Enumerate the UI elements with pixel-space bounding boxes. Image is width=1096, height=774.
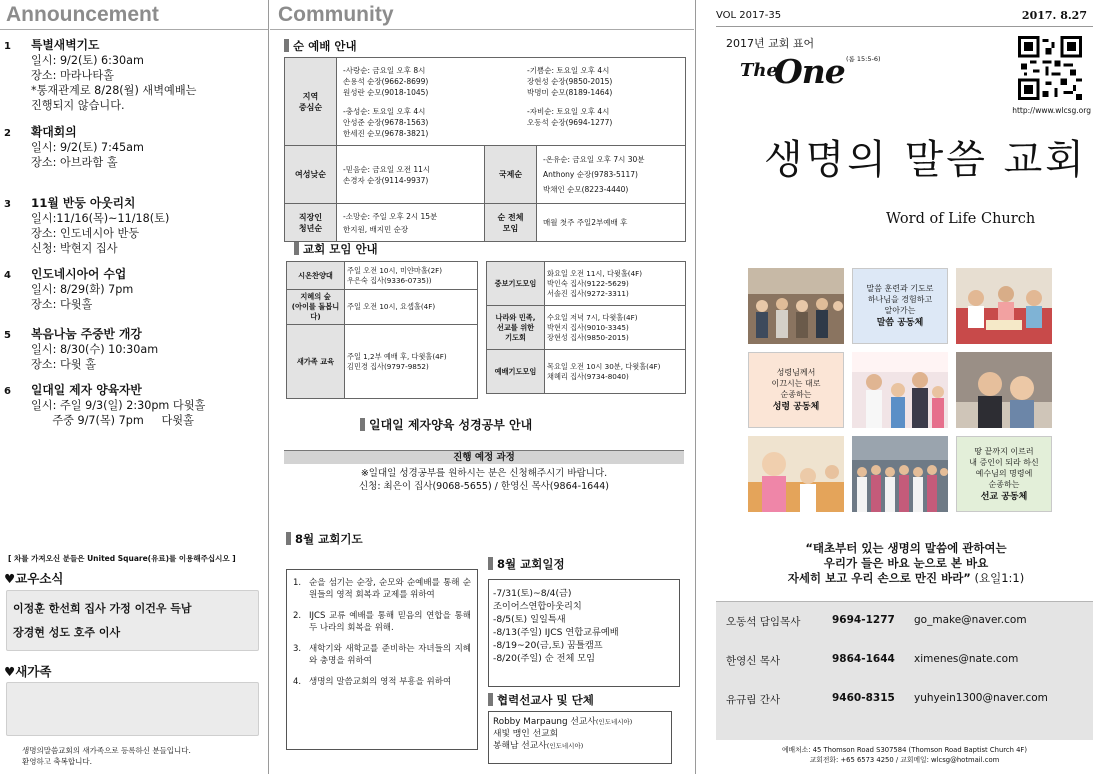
- announcement-number: 4: [4, 270, 11, 281]
- meet-label: 지혜의 숲 (아이를 돌봅니다): [287, 290, 345, 325]
- tile-line: 성령님께서: [776, 368, 816, 377]
- prayer-item: [291, 577, 471, 601]
- announcement-body: [31, 267, 133, 312]
- schedule-heading: [488, 556, 565, 572]
- welcome-note: [22, 745, 191, 767]
- tile-word-community: [852, 268, 948, 344]
- prayer-item: [291, 643, 471, 667]
- meet-label: 나라와 민족, 선교를 위한 기도회: [487, 306, 545, 350]
- schedule-line: -8/19~20(금,토) 꿈틀캠프: [493, 640, 603, 651]
- soon-heading: [284, 38, 357, 54]
- all-info: 매월 첫주 주일2부예배 후: [537, 204, 686, 242]
- contact-email[interactable]: yuhyein1300@naver.com: [914, 692, 1048, 704]
- meet-row: [487, 306, 686, 350]
- cover-column: [716, 0, 1093, 774]
- mission-note: (인도네시아): [595, 718, 633, 726]
- study-note-line: 신청: 최은이 집사(9068-5655) / 한영신 목사(9864-1644): [358, 481, 609, 492]
- meet-info-line: 주일 오전 10시, 요셉홀(4F): [347, 302, 436, 311]
- soon-youth: [337, 204, 485, 242]
- announcement-line: 일시:11/16(목)~11/18(토): [31, 212, 170, 225]
- meet-info-line: 김민경 집사(9797-9852): [347, 361, 429, 371]
- news-heading: ♥교우소식: [4, 571, 64, 586]
- soon-women-line: -믿음순: 금요일 오전 11시: [343, 164, 431, 174]
- missions-box: [488, 711, 672, 764]
- announcement-body: [31, 125, 144, 170]
- announcement-line: 장소: 마라나타홀: [31, 69, 114, 82]
- announcement-line: *통재관계로 8/28(월) 새벽예배는: [31, 84, 197, 97]
- prayer-text: 새학기와 새학교를 준비하는 자녀들의 지혜와 충명을 위하여: [309, 644, 471, 666]
- prayer-number: 2.: [293, 611, 302, 621]
- photo-children: [748, 436, 844, 512]
- announcement-body: [31, 196, 169, 256]
- scripture-quote: [726, 541, 1086, 586]
- soon-table: [284, 57, 686, 242]
- volume-label: VOL 2017-35: [716, 10, 782, 21]
- news-item: 이정훈 한선희 집사 가정 이건우 득남: [13, 602, 192, 615]
- announcement-title: 11월 반둥 아웃리치: [31, 196, 136, 210]
- women-label: 여성낮순: [285, 146, 337, 204]
- news-box: [6, 590, 259, 651]
- schedule-box: [488, 579, 680, 687]
- mission-item: [493, 728, 667, 740]
- prayer-number: 1.: [293, 578, 302, 588]
- issue-date: 2017. 8.27: [1021, 9, 1087, 22]
- photo-couple: [956, 352, 1052, 428]
- announcement-line: 장소: 다윗홀: [31, 298, 93, 311]
- prayer-number: 4.: [293, 677, 302, 687]
- contact-phone: 9864-1644: [832, 653, 895, 665]
- announcement-line: 일시: 9/2(토) 6:30am: [31, 54, 144, 67]
- study-note-line: ※일대일 성경공부를 원하시는 분은 신청해주시기 바랍니다.: [360, 468, 608, 479]
- meet-info-line: 수요일 저녁 7시, 다윗홀(4F): [547, 312, 638, 322]
- meet-info-line: 우은숙 집사(9336-0735)): [347, 275, 432, 285]
- photo-family: [852, 352, 948, 428]
- contact-email[interactable]: go_make@naver.com: [914, 614, 1027, 626]
- meet-row: [487, 350, 686, 394]
- column-divider: [268, 0, 269, 774]
- community-title: Community: [270, 0, 694, 30]
- photo-worship: [748, 268, 844, 344]
- all-label: 순 전체 모임: [485, 204, 537, 242]
- quote-line: 자세히 보고 우리 손으로 만진 바라”: [787, 571, 971, 585]
- meet-info-line: 목요일 오전 10시 30분, 다윗홀(4F): [547, 361, 661, 371]
- meet-table-left: [286, 261, 478, 399]
- schedule-line: -8/5(토) 일일특새: [493, 614, 566, 625]
- meet-info: [345, 325, 478, 399]
- tile-mission-community: [956, 436, 1052, 512]
- newcomers-box: [6, 682, 259, 736]
- announcement-title: 특별새벽기도: [31, 38, 100, 52]
- photo-fellowship: [956, 268, 1052, 344]
- announcement-number: 5: [4, 330, 11, 341]
- qr-code-icon[interactable]: [1018, 36, 1082, 100]
- tile-line: 하나님을 경험하고: [867, 295, 933, 304]
- youth-label: 직장인 청년순: [285, 204, 337, 242]
- header-rule: [716, 26, 1093, 27]
- announcement-line: 일시: 8/30(수) 10:30am: [31, 343, 159, 356]
- soon-women-line: 손경자 순장(9114-9937): [343, 175, 429, 185]
- contact-phone: 9460-8315: [832, 692, 895, 704]
- announcement-line: 장소: 다윗 홀: [31, 358, 96, 371]
- quote-reference: (요일1:1): [970, 571, 1025, 585]
- section-bar: [488, 693, 493, 706]
- meet-info: [345, 290, 478, 325]
- year-motto-label: 2017년 교회 표어: [726, 37, 815, 50]
- study-heading: [360, 416, 532, 433]
- soon-love-line: 원성란 순모(9018-1045): [343, 87, 429, 97]
- missions-heading-text: 협력선교사 및 단체: [497, 693, 594, 707]
- photo-group: [852, 436, 948, 512]
- announcement-line: 일시: 8/29(화) 7pm: [31, 283, 134, 296]
- tile-line: 알아가는: [884, 306, 916, 315]
- soon-mercy: [527, 106, 679, 128]
- soon-faithful-line: -충성순: 토요일 오후 4시: [343, 106, 426, 116]
- church-title-korean: 생명의 말씀 교회: [764, 137, 1087, 183]
- meet-info-line: 서솔진 집사(9272-3311): [547, 288, 629, 298]
- meet-info: [345, 262, 478, 290]
- announcement-line: 장소: 아브라함 홀: [31, 156, 118, 169]
- meet-info: [545, 306, 686, 350]
- announcement-line: 진행되지 않습니다.: [31, 99, 125, 112]
- soon-intl: [537, 146, 686, 204]
- soon-mercy-line: -자비순: 토요일 오후 4시: [527, 106, 610, 116]
- announcement-item: [4, 38, 266, 118]
- mission-item: [493, 716, 667, 728]
- study-note: [284, 467, 684, 493]
- welcome-line: 환영하고 축복합니다.: [22, 757, 92, 766]
- soon-intl-line: 박채인 순모(8223-4440): [543, 185, 629, 194]
- tile-line: 말씀 훈련과 기도로: [866, 284, 934, 293]
- soon-youth-line: -소망순: 주일 오후 2시 15분: [343, 211, 438, 221]
- tile-line: 이끄시는 대로: [771, 379, 821, 388]
- prayer-text: 순을 섬기는 순장, 순모와 순예배를 통해 순원들의 영적 회복과 교제를 위하여: [309, 578, 471, 600]
- soon-joy-line: 장현성 순장(9850-2015): [527, 76, 613, 86]
- prayer-number: 3.: [293, 644, 302, 654]
- prayer-heading: [286, 531, 363, 547]
- prayer-text: 생명의 말씀교회의 영적 부흥을 위하여: [309, 677, 452, 687]
- mission-name: 새빛 맹인 선교회: [493, 729, 559, 739]
- announcement-number: 1: [4, 41, 11, 52]
- quote-line: “태초부터 있는 생명의 말씀에 관하여는: [805, 541, 1007, 555]
- meet-info-line: 박현지 집사(9010-3345): [547, 322, 629, 332]
- tile-line: 땅 끝까지 이르러: [974, 446, 1034, 456]
- mission-name: 봉해남 선교사: [493, 741, 547, 751]
- soon-mercy-line: 오동석 순장(9694-1277): [527, 117, 613, 127]
- missions-heading: [488, 692, 594, 708]
- schedule-line: -7/31(토)~8/4(금): [493, 588, 572, 599]
- announcement-title: 인도네시아어 수업: [31, 267, 127, 281]
- welcome-line: 생명의말씀교회의 새가족으로 등록하신 분들입니다.: [22, 746, 191, 755]
- soon-love-line: 손용석 순장(9662-8699): [343, 76, 429, 86]
- prayer-heading-text: 8월 교회기도: [295, 532, 363, 546]
- logo-verse: (롬 15:5-6): [846, 55, 881, 63]
- soon-love-line: -사랑순: 금요일 오후 8시: [343, 65, 426, 75]
- tile-title: 선교 공동체: [980, 491, 1028, 502]
- church-title-english: Word of Life Church: [886, 211, 1036, 227]
- soon-intl-line: -온유순: 금요일 오후 7시 30분: [543, 155, 645, 164]
- contact-phone: 9694-1277: [832, 614, 895, 626]
- announcement-line: 일시: 9/2(토) 7:45am: [31, 141, 144, 154]
- meet-info: [545, 350, 686, 394]
- prayer-text: IJCS 교류 예배를 통해 믿음의 연합을 통해 두 나라의 회복을 위해.: [309, 611, 471, 633]
- announcement-line: 장소: 인도네시아 반둥: [31, 227, 140, 240]
- meet-label: 예배기도모임: [487, 350, 545, 394]
- schedule-line: -8/20(주일) 순 전체 모임: [493, 653, 596, 664]
- meet-table-right: [486, 261, 686, 394]
- prayer-item: [291, 676, 471, 688]
- website-url[interactable]: http://www.wlcsg.org: [1012, 106, 1091, 115]
- meet-info-line: 박인숙 집사(9122-5629): [547, 278, 629, 288]
- contact-role: 한영신 목사: [726, 655, 781, 667]
- meet-info-line: 주일 1,2부 예배 후, 다윗홀(4F): [347, 351, 447, 361]
- contact-role: 오동석 담임목사: [726, 616, 801, 628]
- soon-joy-line: -기쁨순: 토요일 오후 4시: [527, 65, 610, 75]
- meet-row: [287, 262, 478, 290]
- soon-intl-line: Anthony 순장(9783-5117): [543, 170, 638, 179]
- soon-joy-line: 박명미 순모(8189-1464): [527, 87, 613, 97]
- meet-info-line: 주일 오전 10시, 미얀마홀(2F): [347, 265, 443, 275]
- announcement-item: [4, 196, 266, 276]
- soon-heading-text: 순 예배 안내: [293, 39, 357, 53]
- meet-info-line: 채혜리 집사(9734-8040): [547, 371, 629, 381]
- prayer-box: [286, 569, 478, 750]
- tile-line: 예수님의 명령에: [975, 468, 1033, 478]
- announcement-number: 2: [4, 128, 11, 139]
- meet-info: [545, 262, 686, 306]
- tile-title: 성령 공동체: [772, 402, 820, 412]
- section-bar: [286, 532, 291, 545]
- soon-love: [343, 65, 515, 98]
- mission-name: Robby Marpaung 선교사: [493, 717, 596, 727]
- mission-item: [493, 740, 667, 752]
- meet-info-line: 화요일 오전 11시, 다윗홀(4F): [547, 268, 643, 278]
- meet-label: 시온찬양대: [287, 262, 345, 290]
- soon-faithful: [343, 106, 515, 139]
- soon-women: [337, 146, 485, 204]
- parking-note: [ 차를 가져오신 분들은 United Square(유료)를 이용해주십시오 ]: [8, 554, 236, 563]
- community-column: [270, 0, 694, 774]
- logo-the: The: [740, 60, 778, 81]
- soon-faithful-line: 안성준 순장(9678-1563): [343, 117, 429, 127]
- schedule-line: -8/13(주일) IJCS 연합교류예배: [493, 627, 619, 638]
- tile-spirit-community: [748, 352, 844, 428]
- schedule-line: 조이어스연합아웃리치: [493, 601, 582, 612]
- prayer-item: [291, 610, 471, 634]
- address-block: [716, 745, 1093, 765]
- meet-label: 새가족 교육: [287, 325, 345, 399]
- meet-row: [487, 262, 686, 306]
- section-bar: [284, 39, 289, 52]
- mission-note: (인도네시아): [546, 742, 584, 750]
- tile-title: 말씀 공동체: [876, 318, 924, 328]
- section-bar: [360, 418, 365, 431]
- soon-joy: [527, 65, 679, 98]
- column-divider: [695, 0, 696, 774]
- meet-info-line: 장현성 집사(9850-2015): [547, 332, 629, 342]
- quote-line: 우리가 들은 바요 눈으로 본 바요: [823, 556, 989, 570]
- address-line: 교회전화: +65 6573 4250 / 교회메일: wlcsg@hotmail.com: [809, 756, 1000, 764]
- announcement-item: [4, 383, 266, 463]
- section-bar: [488, 557, 493, 570]
- study-bar: 진행 예정 과정: [284, 450, 684, 464]
- intl-label: 국제순: [485, 146, 537, 204]
- contact-role: 유규림 간사: [726, 694, 781, 706]
- announcement-number: 6: [4, 386, 11, 397]
- region-label: 지역 중심순: [285, 58, 337, 146]
- soon-youth-line: 한지원, 배지민 순장: [343, 224, 409, 234]
- newcomers-heading: ♥새가족: [4, 664, 52, 679]
- contact-email[interactable]: ximenes@nate.com: [914, 653, 1019, 665]
- announcement-column: [0, 0, 268, 774]
- contacts-panel: [716, 601, 1093, 740]
- meet-row: [287, 290, 478, 325]
- logo-one: One: [774, 52, 845, 91]
- announcement-body: [31, 383, 205, 428]
- announcement-title: Announcement: [0, 0, 268, 30]
- announcement-number: 3: [4, 199, 11, 210]
- meet-label: 중보기도모임: [487, 262, 545, 306]
- tile-line: 내 증인이 되라 하신: [969, 457, 1039, 467]
- tile-line: 순종하는: [988, 479, 1020, 489]
- announcement-line: 주중 9/7(목) 7pm 다윗홀: [31, 414, 194, 427]
- address-line: 예배처소: 45 Thomson Road S307584 (Thomson Road Baptist Church 4F): [781, 746, 1027, 754]
- study-heading-text: 일대일 제자양육 성경공부 안내: [369, 418, 533, 432]
- section-bar: [294, 242, 299, 255]
- meet-row: [287, 325, 478, 399]
- announcement-title: 복음나눔 주중반 개강: [31, 327, 142, 341]
- announcement-body: [31, 327, 158, 372]
- announcement-title: 확대회의: [31, 125, 77, 139]
- schedule-heading-text: 8월 교회일정: [497, 557, 565, 571]
- tile-line: 순종하는: [780, 390, 812, 399]
- soon-faithful-line: 한세진 순모(9678-3821): [343, 128, 429, 138]
- announcement-title: 일대일 제자 양육자반: [31, 383, 142, 397]
- announcement-body: [31, 38, 196, 113]
- announcement-item: [4, 125, 266, 205]
- meet-heading: [294, 241, 378, 257]
- announcement-line: 신청: 박현지 집사: [31, 242, 118, 255]
- meet-heading-text: 교회 모임 안내: [303, 242, 378, 256]
- news-item: 장경현 성도 호주 이사: [13, 626, 121, 639]
- announcement-line: 일시: 주일 9/3(일) 2:30pm 다윗홀: [31, 399, 206, 412]
